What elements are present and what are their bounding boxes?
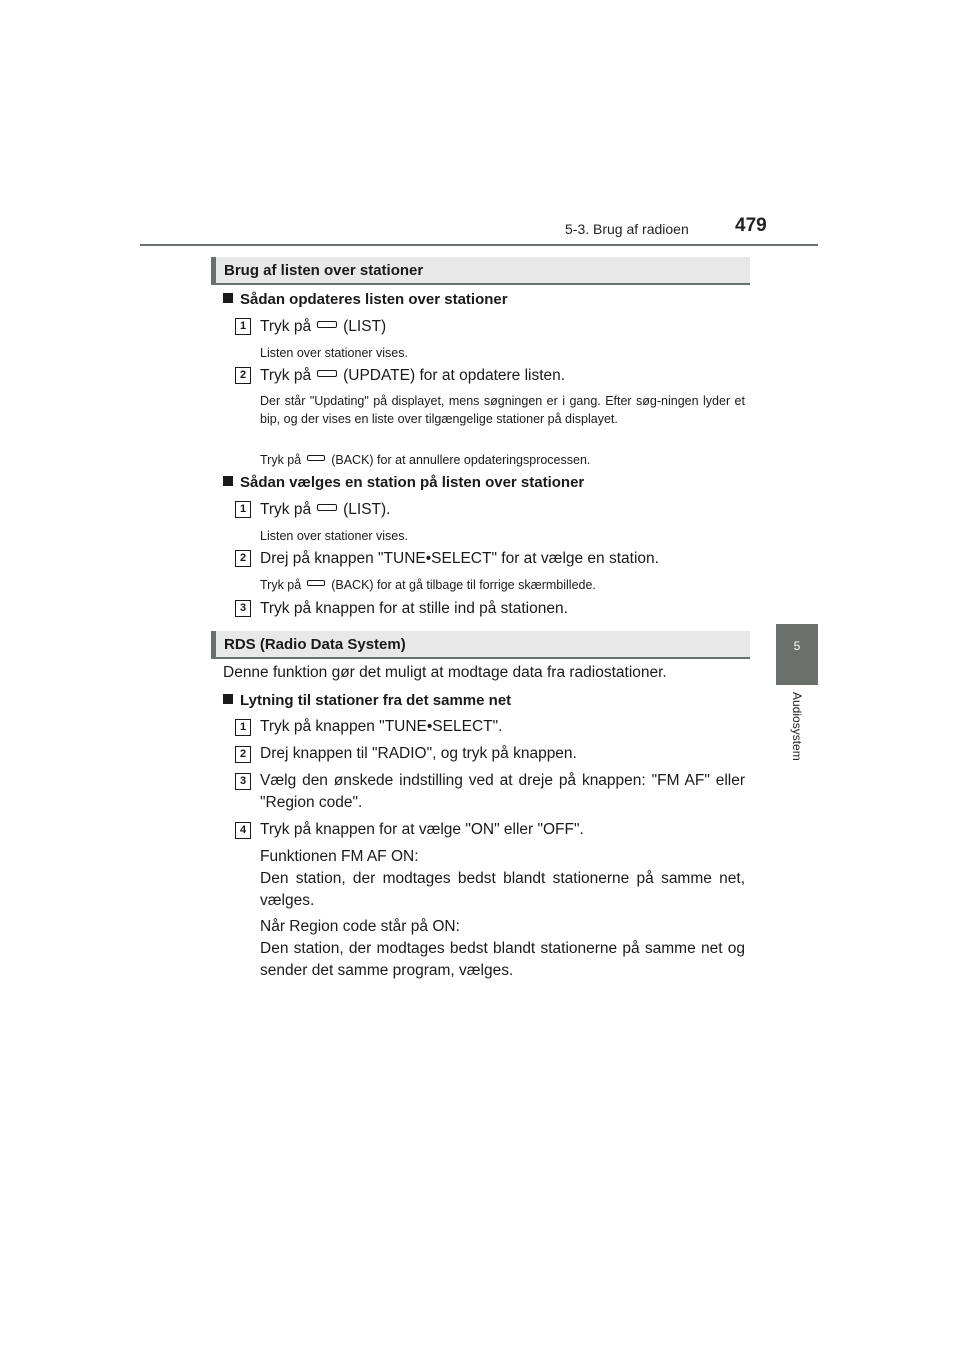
note-text-pre: Tryk på xyxy=(260,453,302,467)
step-text-post: (LIST) xyxy=(343,318,387,335)
step-note xyxy=(260,451,745,469)
step-text: Vælg den ønskede indstilling ved at dreje på knappen: "FM AF" eller "Region code". xyxy=(260,772,745,811)
step-number-badge: 1 xyxy=(235,501,251,518)
paragraph-text: Den station, der modtages bedst blandt stationerne på samme net, vælges. xyxy=(260,870,745,909)
chapter-tab xyxy=(776,686,818,836)
step-text xyxy=(260,316,745,338)
note-text-post: (BACK) for at gå tilbage til forrige skærmbillede. xyxy=(331,578,596,592)
section-heading-text: RDS (Radio Data System) xyxy=(224,636,406,653)
step-note: Listen over stationer vises. xyxy=(260,529,408,543)
heading-accent-bar xyxy=(211,631,216,659)
subheading-update-list xyxy=(223,291,508,308)
section-intro: Denne funktion gør det muligt at modtage data fra radiostationer. xyxy=(223,664,667,681)
step-text xyxy=(260,499,745,521)
step-number-badge: 3 xyxy=(235,773,251,790)
step-text: Tryk på knappen for at vælge "ON" eller "OFF". xyxy=(260,821,584,838)
header-divider xyxy=(140,244,818,246)
step-number-badge: 1 xyxy=(235,719,251,736)
section-breadcrumb: 5-3. Brug af radioen xyxy=(565,221,689,237)
button-icon xyxy=(307,455,325,461)
subheading-select-station xyxy=(223,474,584,491)
step-text-pre: Tryk på xyxy=(260,367,312,384)
section-heading-text: Brug af listen over stationer xyxy=(224,262,424,279)
note-text-post: (BACK) for at annullere opdateringsprocessen. xyxy=(331,453,591,467)
square-bullet-icon xyxy=(223,694,233,704)
step-note: Der står "Updating" på displayet, mens søgningen er i gang. Efter søg-ningen lyder et bip, og der vises en liste over tilgængelige stationer på displayet. xyxy=(260,394,745,426)
step-text: Drej knappen til "RADIO", og tryk på knappen. xyxy=(260,745,577,762)
subheading-text: Lytning til stationer fra det samme net xyxy=(240,692,512,709)
step-number-badge: 2 xyxy=(235,367,251,384)
step-number-badge: 2 xyxy=(235,550,251,567)
square-bullet-icon xyxy=(223,476,233,486)
paragraph-text: Den station, der modtages bedst blandt stationerne på samme net og sender det samme program, vælges. xyxy=(260,940,745,979)
step-text-post: (UPDATE) for at opdatere listen. xyxy=(343,367,566,384)
step-number-badge: 4 xyxy=(235,822,251,839)
page-number: 479 xyxy=(735,215,767,236)
step-note: Listen over stationer vises. xyxy=(260,346,408,360)
heading-accent-bar xyxy=(211,257,216,285)
paragraph-title: Når Region code står på ON: xyxy=(260,918,460,935)
step-text: Tryk på knappen for at stille ind på stationen. xyxy=(260,600,568,617)
button-icon xyxy=(307,580,325,586)
step-number-badge: 3 xyxy=(235,600,251,617)
step-number-badge: 2 xyxy=(235,746,251,763)
step-text-pre: Tryk på xyxy=(260,501,312,518)
section-heading-station-list xyxy=(211,257,750,285)
button-icon xyxy=(317,321,337,328)
step-text-pre: Tryk på xyxy=(260,318,312,335)
chapter-tab-label: Audiosystem xyxy=(790,692,804,761)
note-text-pre: Tryk på xyxy=(260,578,302,592)
step-text-post: (LIST). xyxy=(343,501,391,518)
subheading-text: Sådan vælges en station på listen over stationer xyxy=(240,474,585,491)
section-heading-rds xyxy=(211,631,750,659)
chapter-tab-number: 5 xyxy=(776,624,818,685)
step-text xyxy=(260,365,745,387)
subheading-text: Sådan opdateres listen over stationer xyxy=(240,291,508,308)
step-number-badge: 1 xyxy=(235,318,251,335)
paragraph-title: Funktionen FM AF ON: xyxy=(260,848,419,865)
step-text: Drej på knappen "TUNE•SELECT" for at vælge en station. xyxy=(260,550,659,567)
step-text: Tryk på knappen "TUNE•SELECT". xyxy=(260,718,503,735)
subheading-same-network xyxy=(223,692,511,709)
square-bullet-icon xyxy=(223,293,233,303)
step-note xyxy=(260,576,745,594)
button-icon xyxy=(317,370,337,377)
button-icon xyxy=(317,504,337,511)
